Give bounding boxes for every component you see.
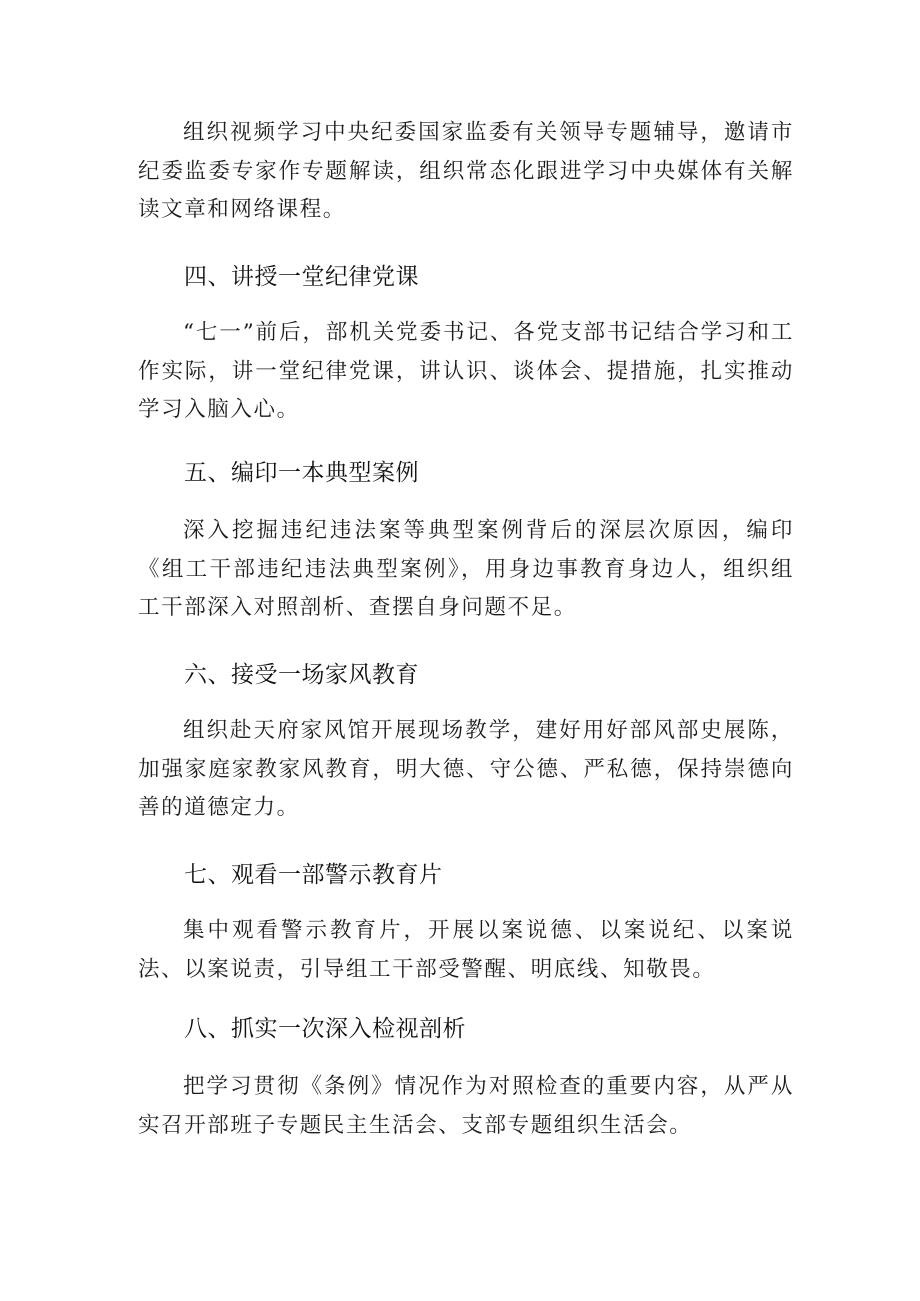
section-body-8: 把学习贯彻《条例》情况作为对照检查的重要内容，从严从实召开部班子专题民主生活会、支部专题组织生活会。 <box>138 1074 794 1138</box>
intro-paragraph: 组织视频学习中央纪委国家监委有关领导专题辅导，邀请市纪委监委专家作专题解读，组织常态化跟进学习中央媒体有关解读文章和网络课程。 <box>138 120 794 222</box>
section-body-6: 组织赴天府家风馆开展现场教学，建好用好部风部史展陈，加强家庭家教家风教育，明大德、守公德、严私德，保持崇德向善的道德定力。 <box>138 718 794 820</box>
section-body-5: 深入挖掘违纪违法案等典型案例背后的深层次原因，编印《组工干部违纪违法典型案例》，用身边事教育身边人，组织组工干部深入对照剖析、查摆自身问题不足。 <box>138 518 794 620</box>
section-heading-6: 六、接受一场家风教育 <box>184 662 419 688</box>
section-heading-5: 五、编印一本典型案例 <box>184 460 419 486</box>
section-heading-8: 八、抓实一次深入检视剖析 <box>184 1016 466 1042</box>
section-body-4: “七一”前后，部机关党委书记、各党支部书记结合学习和工作实际，讲一堂纪律党课，讲认识、谈体会、提措施，扎实推动学习入脑入心。 <box>138 320 794 422</box>
section-body-7: 集中观看警示教育片，开展以案说德、以案说纪、以案说法、以案说责，引导组工干部受警醒、明底线、知敬畏。 <box>138 918 794 982</box>
section-heading-4: 四、讲授一堂纪律党课 <box>184 264 419 290</box>
section-heading-7: 七、观看一部警示教育片 <box>184 862 443 888</box>
